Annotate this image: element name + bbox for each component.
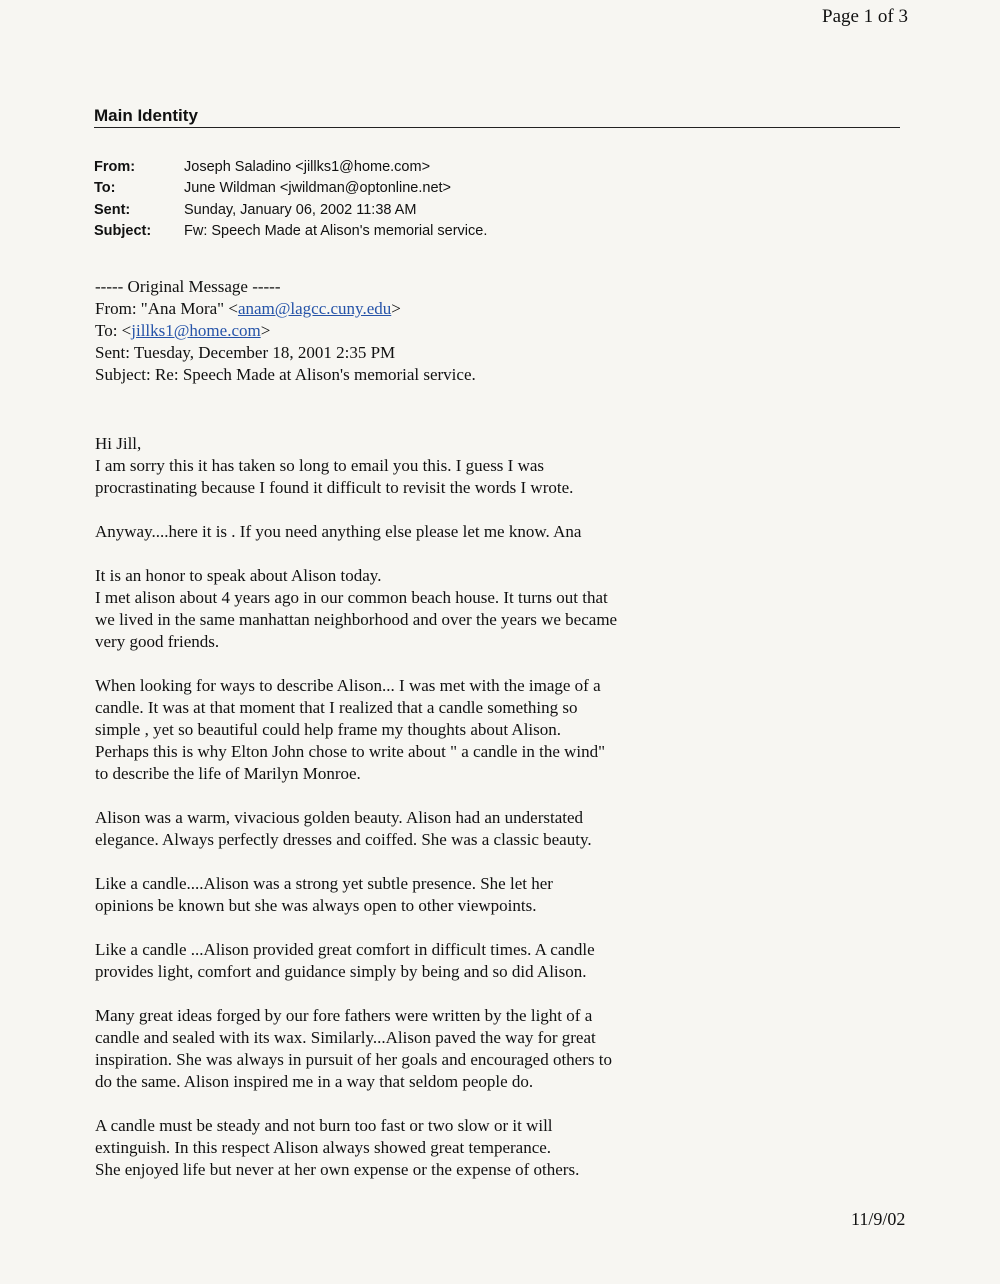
original-to-line bbox=[95, 320, 476, 342]
original-from-close: > bbox=[391, 299, 401, 318]
original-subject-line: Subject: Re: Speech Made at Alison's memorial service. bbox=[95, 365, 476, 384]
subject-value: Fw: Speech Made at Alison's memorial service. bbox=[184, 222, 488, 239]
paragraph-6: Like a candle....Alison was a strong yet subtle presence. She let her opinions be known but she was always open to other viewpoints. bbox=[95, 874, 553, 915]
footer-date: 11/9/02 bbox=[851, 1209, 906, 1229]
paragraph-1: I am sorry this it has taken so long to email you this. I guess I was procrastinating because I found it difficult to revisit the words I wrote. bbox=[95, 456, 574, 497]
original-from-email-link[interactable]: anam@lagcc.cuny.edu bbox=[237, 299, 392, 318]
paragraph-2: Anyway....here it is . If you need anything else please let me know. Ana bbox=[95, 522, 582, 541]
subject-label: Subject: bbox=[94, 222, 152, 239]
email-header bbox=[94, 157, 487, 242]
identity-title: Main Identity bbox=[94, 106, 198, 125]
original-message-header bbox=[95, 276, 476, 386]
paragraph-5: Alison was a warm, vivacious golden beauty. Alison had an understated elegance. Always perfectly dresses and coiffed. She was a classic beauty. bbox=[95, 808, 592, 849]
paragraph-8: Many great ideas forged by our fore fathers were written by the light of a candle and sealed with its wax. Similarly...Alison paved the way for great inspiration. She was always in pursuit of her goals and encouraged others to do the same. Alison inspired me in a way that seldom people do. bbox=[95, 1006, 612, 1091]
from-label: From: bbox=[94, 159, 136, 175]
original-from-prefix: From: "Ana Mora" < bbox=[95, 299, 238, 318]
paragraph-7: Like a candle ...Alison provided great comfort in difficult times. A candle provides light, comfort and guidance simply by being and so did Alison. bbox=[95, 940, 595, 981]
sent-value: Sunday, January 06, 2002 11:38 AM bbox=[184, 201, 417, 218]
message-body bbox=[95, 433, 735, 1181]
identity-header bbox=[94, 106, 900, 128]
original-to-email-link[interactable]: jillks1@home.com bbox=[131, 321, 261, 340]
header-to-row bbox=[94, 178, 487, 199]
original-from-line bbox=[95, 298, 476, 320]
to-label: To: bbox=[94, 180, 116, 197]
header-from-row bbox=[94, 157, 487, 178]
original-sent-line: Sent: Tuesday, December 18, 2001 2:35 PM bbox=[95, 343, 396, 362]
page-number: Page 1 of 3 bbox=[822, 6, 909, 27]
paragraph-9: A candle must be steady and not burn too fast or two slow or it will extinguish. In this respect Alison always showed great temperance. She enjoyed life but never at her own expense or the expense of others. bbox=[95, 1116, 580, 1179]
sent-label: Sent: bbox=[94, 201, 131, 218]
paragraph-3: It is an honor to speak about Alison today. I met alison about 4 years ago in our common beach house. It turns out that we lived in the same manhattan neighborhood and over the years we became very good friends. bbox=[95, 566, 618, 651]
original-to-prefix: To: < bbox=[95, 321, 132, 340]
header-subject-row bbox=[94, 221, 487, 242]
greeting: Hi Jill, bbox=[95, 434, 142, 453]
paragraph-4: When looking for ways to describe Alison... I was met with the image of a candle. It was at that moment that I realized that a candle something so simple , yet so beautiful could help frame my thoughts about Alison. Perhaps this is why Elton John chose to write about " a candle in the wind" to describe the life of Marilyn Monroe. bbox=[95, 676, 606, 783]
original-to-close: > bbox=[260, 321, 271, 340]
header-sent-row bbox=[94, 200, 487, 221]
from-value: Joseph Saladino <jillks1@home.com> bbox=[184, 159, 431, 175]
to-value: June Wildman <jwildman@optonline.net> bbox=[184, 180, 452, 197]
original-message-divider: ----- Original Message ----- bbox=[95, 277, 281, 296]
